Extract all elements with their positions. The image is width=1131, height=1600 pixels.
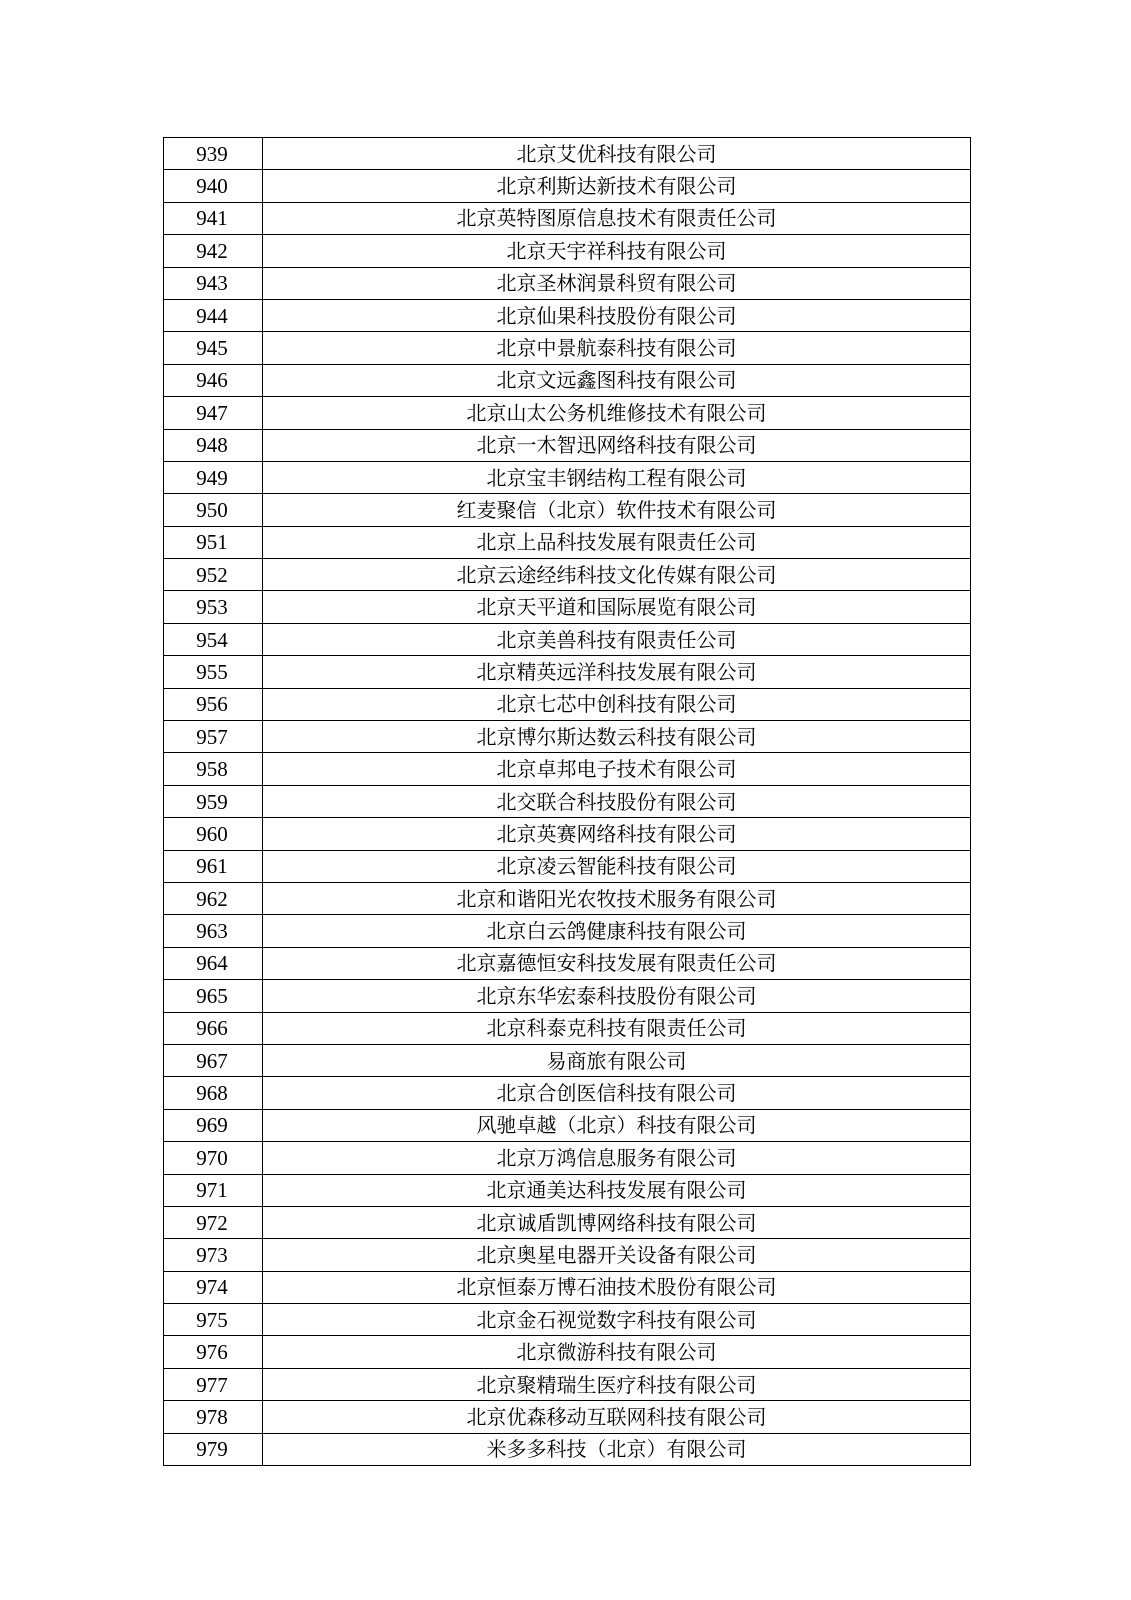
company-name: 北京聚精瑞生医疗科技有限公司 xyxy=(263,1368,971,1400)
company-name: 北京云途经纬科技文化传媒有限公司 xyxy=(263,559,971,591)
row-number: 966 xyxy=(164,1012,263,1044)
table-row xyxy=(164,1336,971,1368)
table-row xyxy=(164,980,971,1012)
table-row xyxy=(164,1271,971,1303)
table-row xyxy=(164,785,971,817)
table-row xyxy=(164,429,971,461)
company-name: 北京中景航泰科技有限公司 xyxy=(263,332,971,364)
company-name: 北京艾优科技有限公司 xyxy=(263,138,971,170)
row-number: 945 xyxy=(164,332,263,364)
table-row xyxy=(164,1433,971,1465)
table-row xyxy=(164,1142,971,1174)
company-name: 风驰卓越（北京）科技有限公司 xyxy=(263,1109,971,1141)
row-number: 978 xyxy=(164,1401,263,1433)
row-number: 956 xyxy=(164,688,263,720)
row-number: 976 xyxy=(164,1336,263,1368)
row-number: 941 xyxy=(164,202,263,234)
company-name: 北京圣林润景科贸有限公司 xyxy=(263,267,971,299)
table-row xyxy=(164,461,971,493)
company-name: 北京仙果科技股份有限公司 xyxy=(263,299,971,331)
company-name: 北京微游科技有限公司 xyxy=(263,1336,971,1368)
table-row xyxy=(164,721,971,753)
table-row xyxy=(164,1401,971,1433)
row-number: 944 xyxy=(164,299,263,331)
table-row xyxy=(164,1174,971,1206)
company-name: 北京白云鸽健康科技有限公司 xyxy=(263,915,971,947)
table-row xyxy=(164,235,971,267)
table-row xyxy=(164,1044,971,1076)
company-name: 北京合创医信科技有限公司 xyxy=(263,1077,971,1109)
company-name: 北京天平道和国际展览有限公司 xyxy=(263,591,971,623)
company-name: 北京嘉德恒安科技发展有限责任公司 xyxy=(263,947,971,979)
table-row xyxy=(164,299,971,331)
row-number: 940 xyxy=(164,170,263,202)
row-number: 957 xyxy=(164,721,263,753)
table-row xyxy=(164,397,971,429)
row-number: 971 xyxy=(164,1174,263,1206)
table-row xyxy=(164,591,971,623)
company-name: 米多多科技（北京）有限公司 xyxy=(263,1433,971,1465)
row-number: 955 xyxy=(164,656,263,688)
company-name: 北京金石视觉数字科技有限公司 xyxy=(263,1304,971,1336)
table-row xyxy=(164,494,971,526)
company-name: 北京通美达科技发展有限公司 xyxy=(263,1174,971,1206)
company-name: 北京卓邦电子技术有限公司 xyxy=(263,753,971,785)
row-number: 962 xyxy=(164,882,263,914)
table-row xyxy=(164,170,971,202)
row-number: 948 xyxy=(164,429,263,461)
table-row xyxy=(164,623,971,655)
company-name: 北京宝丰钢结构工程有限公司 xyxy=(263,461,971,493)
row-number: 970 xyxy=(164,1142,263,1174)
table-row xyxy=(164,688,971,720)
row-number: 967 xyxy=(164,1044,263,1076)
table-row xyxy=(164,1239,971,1271)
row-number: 979 xyxy=(164,1433,263,1465)
table-row xyxy=(164,1012,971,1044)
company-name: 北京利斯达新技术有限公司 xyxy=(263,170,971,202)
row-number: 950 xyxy=(164,494,263,526)
row-number: 969 xyxy=(164,1109,263,1141)
row-number: 961 xyxy=(164,850,263,882)
row-number: 946 xyxy=(164,364,263,396)
table-row xyxy=(164,1304,971,1336)
table-row xyxy=(164,526,971,558)
row-number: 949 xyxy=(164,461,263,493)
company-name: 北京上品科技发展有限责任公司 xyxy=(263,526,971,558)
company-name: 北京和谐阳光农牧技术服务有限公司 xyxy=(263,882,971,914)
row-number: 977 xyxy=(164,1368,263,1400)
table-row xyxy=(164,332,971,364)
company-name: 北京恒泰万博石油技术股份有限公司 xyxy=(263,1271,971,1303)
company-name: 北京东华宏泰科技股份有限公司 xyxy=(263,980,971,1012)
company-name: 北京科泰克科技有限责任公司 xyxy=(263,1012,971,1044)
company-name: 北京文远鑫图科技有限公司 xyxy=(263,364,971,396)
row-number: 953 xyxy=(164,591,263,623)
table-row xyxy=(164,1077,971,1109)
row-number: 954 xyxy=(164,623,263,655)
company-name: 北京英特图原信息技术有限责任公司 xyxy=(263,202,971,234)
row-number: 964 xyxy=(164,947,263,979)
company-name: 北京奥星电器开关设备有限公司 xyxy=(263,1239,971,1271)
row-number: 973 xyxy=(164,1239,263,1271)
table-row xyxy=(164,915,971,947)
row-number: 939 xyxy=(164,138,263,170)
company-name: 北京优森移动互联网科技有限公司 xyxy=(263,1401,971,1433)
company-name: 北京英赛网络科技有限公司 xyxy=(263,818,971,850)
table-row xyxy=(164,1206,971,1238)
company-name: 红麦聚信（北京）软件技术有限公司 xyxy=(263,494,971,526)
row-number: 975 xyxy=(164,1304,263,1336)
company-name: 北京凌云智能科技有限公司 xyxy=(263,850,971,882)
table-row xyxy=(164,850,971,882)
company-name: 北京七芯中创科技有限公司 xyxy=(263,688,971,720)
table-row xyxy=(164,1109,971,1141)
table-row xyxy=(164,267,971,299)
company-name: 北京精英远洋科技发展有限公司 xyxy=(263,656,971,688)
table-row xyxy=(164,947,971,979)
company-name: 北京博尔斯达数云科技有限公司 xyxy=(263,721,971,753)
row-number: 974 xyxy=(164,1271,263,1303)
row-number: 947 xyxy=(164,397,263,429)
row-number: 972 xyxy=(164,1206,263,1238)
table-row xyxy=(164,1368,971,1400)
row-number: 943 xyxy=(164,267,263,299)
company-name: 北京美兽科技有限责任公司 xyxy=(263,623,971,655)
row-number: 952 xyxy=(164,559,263,591)
table-row xyxy=(164,882,971,914)
row-number: 963 xyxy=(164,915,263,947)
row-number: 965 xyxy=(164,980,263,1012)
table-row xyxy=(164,202,971,234)
company-name: 北京诚盾凯博网络科技有限公司 xyxy=(263,1206,971,1238)
table-row xyxy=(164,656,971,688)
table-row xyxy=(164,559,971,591)
company-name: 北京一木智迅网络科技有限公司 xyxy=(263,429,971,461)
company-name: 北京万鸿信息服务有限公司 xyxy=(263,1142,971,1174)
company-name: 北京天宇祥科技有限公司 xyxy=(263,235,971,267)
row-number: 958 xyxy=(164,753,263,785)
company-list-body xyxy=(164,138,971,1466)
company-name: 北京山太公务机维修技术有限公司 xyxy=(263,397,971,429)
company-name: 北交联合科技股份有限公司 xyxy=(263,785,971,817)
row-number: 959 xyxy=(164,785,263,817)
company-list-table xyxy=(163,137,971,1466)
table-row xyxy=(164,818,971,850)
table-row xyxy=(164,364,971,396)
company-name: 易商旅有限公司 xyxy=(263,1044,971,1076)
row-number: 942 xyxy=(164,235,263,267)
table-row xyxy=(164,138,971,170)
row-number: 951 xyxy=(164,526,263,558)
row-number: 968 xyxy=(164,1077,263,1109)
row-number: 960 xyxy=(164,818,263,850)
table-row xyxy=(164,753,971,785)
